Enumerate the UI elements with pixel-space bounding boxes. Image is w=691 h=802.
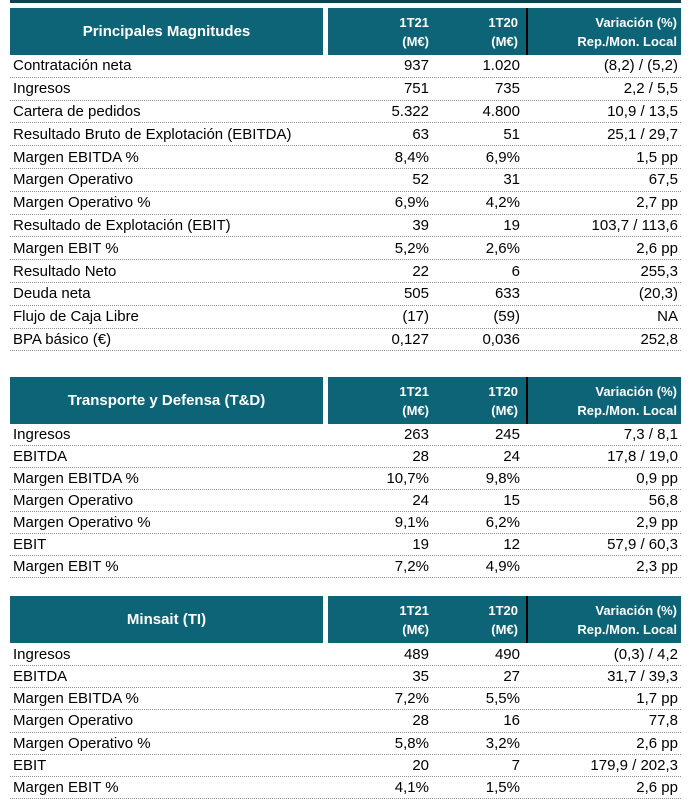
cell-value-1t20: 0,036 [482, 330, 520, 348]
row-label: Margen Operativo % [13, 514, 151, 532]
table-title: Transporte y Defensa (T&D) [10, 377, 323, 424]
row-label: EBIT [13, 536, 47, 554]
cell-value-1t21: 505 [403, 285, 429, 303]
table-row [10, 329, 681, 352]
cell-value-1t20: 5,5% [485, 690, 520, 708]
cell-value-1t20: 2,6% [485, 239, 520, 257]
cell-variacion: 0,9 pp [636, 470, 678, 488]
cell-value-1t21: 7,2% [394, 690, 429, 708]
cell-variacion: (20,3) [638, 285, 678, 303]
cell-value-1t20: 245 [494, 426, 520, 444]
table-body [10, 424, 681, 578]
cell-value-1t20: 735 [494, 80, 520, 98]
cell-value-1t20: 6,2% [485, 514, 520, 532]
cell-value-1t21: 24 [412, 492, 429, 510]
row-label: Margen EBIT % [13, 779, 119, 797]
cell-variacion: 31,7 / 39,3 [607, 667, 678, 685]
cell-variacion: 1,5 pp [636, 148, 678, 166]
cell-variacion: 25,1 / 29,7 [607, 125, 678, 143]
cell-value-1t21: 19 [412, 536, 429, 554]
column-header-period: 1T20 [488, 383, 518, 399]
cell-value-1t20: 19 [503, 216, 520, 234]
cell-variacion: 17,8 / 19,0 [607, 448, 678, 466]
column-header-period: 1T20 [488, 602, 518, 618]
column-header-variacion-title: Variación (%) [595, 14, 677, 30]
table-row [10, 237, 681, 260]
cell-value-1t21: 28 [412, 712, 429, 730]
column-header-variacion-sub: Rep./Mon. Local [577, 33, 677, 49]
column-header-variacion [528, 377, 681, 424]
table-row [10, 490, 681, 512]
cell-variacion: 1,7 pp [636, 690, 678, 708]
table-row [10, 215, 681, 238]
column-header-period: 1T20 [488, 14, 518, 30]
table-title: Minsait (TI) [10, 596, 323, 643]
cell-variacion: 2,6 pp [636, 239, 678, 257]
table-row [10, 755, 681, 777]
cell-value-1t20: 27 [503, 667, 520, 685]
cell-variacion: 2,2 / 5,5 [623, 80, 678, 98]
row-label: Resultado de Explotación (EBIT) [13, 216, 231, 234]
cell-value-1t21: 8,4% [394, 148, 429, 166]
column-header-period: 1T21 [399, 602, 429, 618]
cell-value-1t21: 5.322 [391, 102, 429, 120]
cell-value-1t21: 10,7% [386, 470, 429, 488]
table-row [10, 688, 681, 710]
row-label: Ingresos [13, 645, 71, 663]
column-header-1t21 [328, 596, 455, 643]
cell-variacion: 77,8 [648, 712, 678, 730]
row-label: Margen Operativo [13, 492, 134, 510]
row-label: Margen EBITDA % [13, 148, 139, 166]
row-label: Margen Operativo [13, 712, 134, 730]
column-header-unit: (M€) [491, 33, 518, 49]
row-label: Margen Operativo % [13, 734, 151, 752]
row-label: Resultado Bruto de Explotación (EBITDA) [13, 125, 292, 143]
cell-value-1t21: 9,1% [394, 514, 429, 532]
cell-value-1t21: 4,1% [394, 779, 429, 797]
row-label: Flujo de Caja Libre [13, 308, 139, 326]
row-label: BPA básico (€) [13, 330, 112, 348]
cell-variacion: 2,6 pp [636, 734, 678, 752]
row-label: EBIT [13, 756, 47, 774]
table-row [10, 146, 681, 169]
cell-variacion: 2,7 pp [636, 194, 678, 212]
table-row [10, 78, 681, 101]
row-label: Cartera de pedidos [13, 102, 141, 120]
cell-value-1t20: 31 [503, 171, 520, 189]
cell-variacion: 7,3 / 8,1 [623, 426, 678, 444]
table-row [10, 556, 681, 578]
table-row [10, 446, 681, 468]
cell-variacion: 10,9 / 13,5 [607, 102, 678, 120]
table-row [10, 101, 681, 124]
cell-value-1t21: (17) [402, 308, 429, 326]
column-header-unit: (M€) [402, 402, 429, 418]
table-minsait [10, 596, 681, 799]
table-header [10, 377, 681, 424]
table-title: Principales Magnitudes [10, 8, 323, 55]
column-header-variacion-sub: Rep./Mon. Local [577, 621, 677, 637]
cell-value-1t20: 6,9% [485, 148, 520, 166]
cell-variacion: (8,2) / (5,2) [603, 57, 678, 75]
cell-variacion: 103,7 / 113,6 [591, 216, 678, 234]
row-label: Margen Operativo [13, 171, 134, 189]
cell-value-1t20: 15 [503, 492, 520, 510]
cell-variacion: 2,3 pp [636, 558, 678, 576]
column-header-1t20 [455, 377, 528, 424]
table-body [10, 643, 681, 799]
cell-value-1t20: 12 [503, 536, 520, 554]
column-header-1t21 [328, 8, 455, 55]
column-header-variacion-sub: Rep./Mon. Local [577, 402, 677, 418]
table-row [10, 306, 681, 329]
table-row [10, 512, 681, 534]
table-row [10, 777, 681, 799]
cell-variacion: 179,9 / 202,3 [590, 756, 678, 774]
table-principales-magnitudes [10, 0, 681, 351]
table-row [10, 169, 681, 192]
row-label: Margen EBIT % [13, 558, 119, 576]
table-header [10, 596, 681, 643]
table-header [10, 8, 681, 55]
row-label: Ingresos [13, 426, 71, 444]
cell-value-1t21: 263 [403, 426, 429, 444]
column-header-1t20 [455, 8, 528, 55]
table-row [10, 55, 681, 78]
table-transporte-defensa [10, 377, 681, 578]
cell-value-1t21: 489 [403, 645, 429, 663]
row-label: Margen EBITDA % [13, 690, 139, 708]
cell-variacion: NA [657, 308, 678, 326]
cell-value-1t21: 0,127 [391, 330, 429, 348]
row-label: Margen Operativo % [13, 194, 151, 212]
cell-value-1t20: 3,2% [485, 734, 520, 752]
cell-value-1t21: 39 [412, 216, 429, 234]
table-row [10, 192, 681, 215]
cell-value-1t20: 633 [494, 285, 520, 303]
cell-value-1t21: 20 [412, 756, 429, 774]
financial-results-page [10, 0, 681, 799]
cell-variacion: 2,6 pp [636, 779, 678, 797]
cell-value-1t20: 16 [503, 712, 520, 730]
cell-variacion: 67,5 [648, 171, 678, 189]
table-row [10, 283, 681, 306]
column-header-unit: (M€) [402, 33, 429, 49]
column-header-1t20 [455, 596, 528, 643]
cell-value-1t21: 63 [412, 125, 429, 143]
table-row [10, 123, 681, 146]
cell-value-1t20: (59) [493, 308, 520, 326]
column-header-variacion-title: Variación (%) [595, 383, 677, 399]
table-row [10, 643, 681, 665]
table-row [10, 733, 681, 755]
cell-value-1t21: 7,2% [394, 558, 429, 576]
cell-value-1t20: 490 [494, 645, 520, 663]
column-header-variacion [528, 8, 681, 55]
table-body [10, 55, 681, 351]
table-column-headers [328, 8, 681, 55]
cell-value-1t20: 51 [503, 125, 520, 143]
column-header-variacion-title: Variación (%) [595, 602, 677, 618]
cell-value-1t21: 35 [412, 667, 429, 685]
cell-value-1t21: 5,8% [394, 734, 429, 752]
cell-variacion: (0,3) / 4,2 [613, 645, 678, 663]
column-header-unit: (M€) [491, 402, 518, 418]
row-label: Resultado Neto [13, 262, 117, 280]
row-label: Margen EBIT % [13, 239, 119, 257]
table-column-headers [328, 377, 681, 424]
cell-value-1t21: 5,2% [394, 239, 429, 257]
column-header-period: 1T21 [399, 14, 429, 30]
cell-value-1t20: 7 [511, 756, 520, 774]
cell-value-1t21: 52 [412, 171, 429, 189]
cell-variacion: 57,9 / 60,3 [607, 536, 678, 554]
table-top-rule [10, 0, 681, 3]
cell-value-1t21: 937 [403, 57, 429, 75]
table-row [10, 424, 681, 446]
table-row [10, 534, 681, 556]
column-header-variacion [528, 596, 681, 643]
row-label: Ingresos [13, 80, 71, 98]
row-label: Deuda neta [13, 285, 91, 303]
cell-variacion: 255,3 [640, 262, 678, 280]
row-label: Margen EBITDA % [13, 470, 139, 488]
cell-value-1t20: 4,2% [485, 194, 520, 212]
cell-value-1t20: 1.020 [482, 57, 520, 75]
row-label: EBITDA [13, 667, 68, 685]
cell-variacion: 56,8 [648, 492, 678, 510]
cell-variacion: 252,8 [640, 330, 678, 348]
cell-variacion: 2,9 pp [636, 514, 678, 532]
cell-value-1t21: 28 [412, 448, 429, 466]
table-column-headers [328, 596, 681, 643]
table-row [10, 260, 681, 283]
column-header-1t21 [328, 377, 455, 424]
column-header-unit: (M€) [491, 621, 518, 637]
cell-value-1t21: 22 [412, 262, 429, 280]
cell-value-1t21: 6,9% [394, 194, 429, 212]
table-row [10, 666, 681, 688]
column-header-period: 1T21 [399, 383, 429, 399]
cell-value-1t20: 24 [503, 448, 520, 466]
row-label: EBITDA [13, 448, 68, 466]
cell-value-1t20: 4,9% [485, 558, 520, 576]
cell-value-1t20: 6 [511, 262, 520, 280]
table-row [10, 710, 681, 732]
cell-value-1t20: 1,5% [485, 779, 520, 797]
column-header-unit: (M€) [402, 621, 429, 637]
cell-value-1t20: 4.800 [482, 102, 520, 120]
table-row [10, 468, 681, 490]
row-label: Contratación neta [13, 57, 132, 75]
cell-value-1t20: 9,8% [485, 470, 520, 488]
cell-value-1t21: 751 [403, 80, 429, 98]
